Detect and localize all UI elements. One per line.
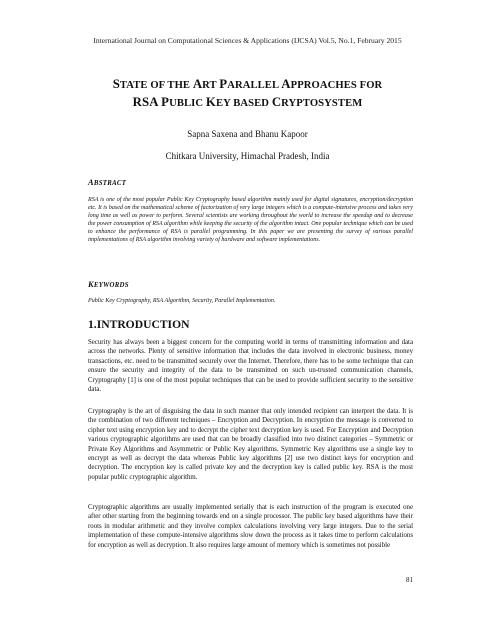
intro-paragraph-1: Security has always been a biggest concern for the computing world in terms of transmitting information and data across the networks. Plenty of sensitive information that includes the data involved in electronic business, money transactions, etc. need to be transmitted securely over the Internet. Therefore, there has to be some technique that can ensure the security and integrity of the data to be transmitted on such un-trusted communication channels, Cryptography [1] is one of the most popular techniques that can be used to provide sufficient security to the sensitive data. — [88, 339, 413, 394]
title-word: APPROACHES FOR — [281, 77, 383, 91]
introduction-heading: 1.INTRODUCTION — [88, 318, 190, 331]
paper-title — [40, 76, 455, 112]
title-word: KEY BASED — [205, 95, 272, 109]
title-line-2 — [40, 94, 455, 112]
intro-paragraph-3: Cryptographic algorithms are usually implemented serially that is each instruction of the program is executed one after other starting from the beginning towards end on a single processor. The public key based algorithms have their roots in modular arithmetic and they involve complex calculations involving very large integers. Due to the serial implementation of these compute-intensive algorithms slow down the process as it takes time to perform calculations for encryption as well as decryption. It also requires large amount of memory which is sometimes not possible — [88, 504, 413, 549]
keywords-heading: KEYWORDS — [88, 280, 129, 289]
page-number: 81 — [406, 576, 413, 584]
affiliation: Chitkara University, Himachal Pradesh, India — [165, 151, 330, 161]
title-word: ART — [192, 77, 220, 91]
keywords-text: Public Key Cryptography, RSA Algorithm, Security, Parallel Implementation. — [88, 298, 276, 304]
title-word: PARALLEL — [219, 77, 282, 91]
journal-header: International Journal on Computational Sciences & Applications (IJCSA) Vol.5, No.1, February 2015 — [93, 36, 402, 45]
abstract-text: RSA is one of the most popular Public Key Cryptography based algorithm mainly used for digital signatures, encryption/decryption etc. It is based on the mathematical scheme of factorization of very large integers which is a compute-intensive process and takes very long time as well as power to perform. Several scientists are working throughout the world to increase the speedup and to decrease the power consumption of RSA algorithm while keeping the security of the algorithm intact. One popular technique which can be used to enhance the performance of RSA is parallel programming. In this paper we are presenting the survey of various parallel implementations of RSA algorithm involving variety of hardware and software implementations. — [88, 197, 413, 244]
title-word: STATE OF THE — [112, 77, 193, 91]
title-line-1 — [40, 76, 455, 94]
intro-paragraph-2: Cryptography is the art of disguising the data in such manner that only intended recipient can interpret the data. It is the combination of two different techniques – Encryption and Decryption. In encryption the message is converted to cipher text using encryption key and to decrypt the cipher text decryption key is used. For Encryption and Decryption various cryptographic algorithms are used that can be broadly classified into two distinct categories – Symmetric or Private Key Algorithms and Asymmetric or Public Key algorithms. Symmetric Key algorithms use a single key to encrypt as well as decrypt the data whereas Public key algorithms [2] use two distinct keys for encryption and decryption. The encryption key is called private key and the decryption key is called public key. RSA is the most popular public cryptographic algorithm. — [88, 408, 413, 481]
title-word: CRYPTOSYSTEM — [271, 95, 363, 109]
title-word: RSA PUBLIC — [132, 95, 206, 109]
abstract-heading: ABSTRACT — [88, 178, 127, 187]
authors: Sapna Saxena and Bhanu Kapoor — [187, 129, 308, 139]
